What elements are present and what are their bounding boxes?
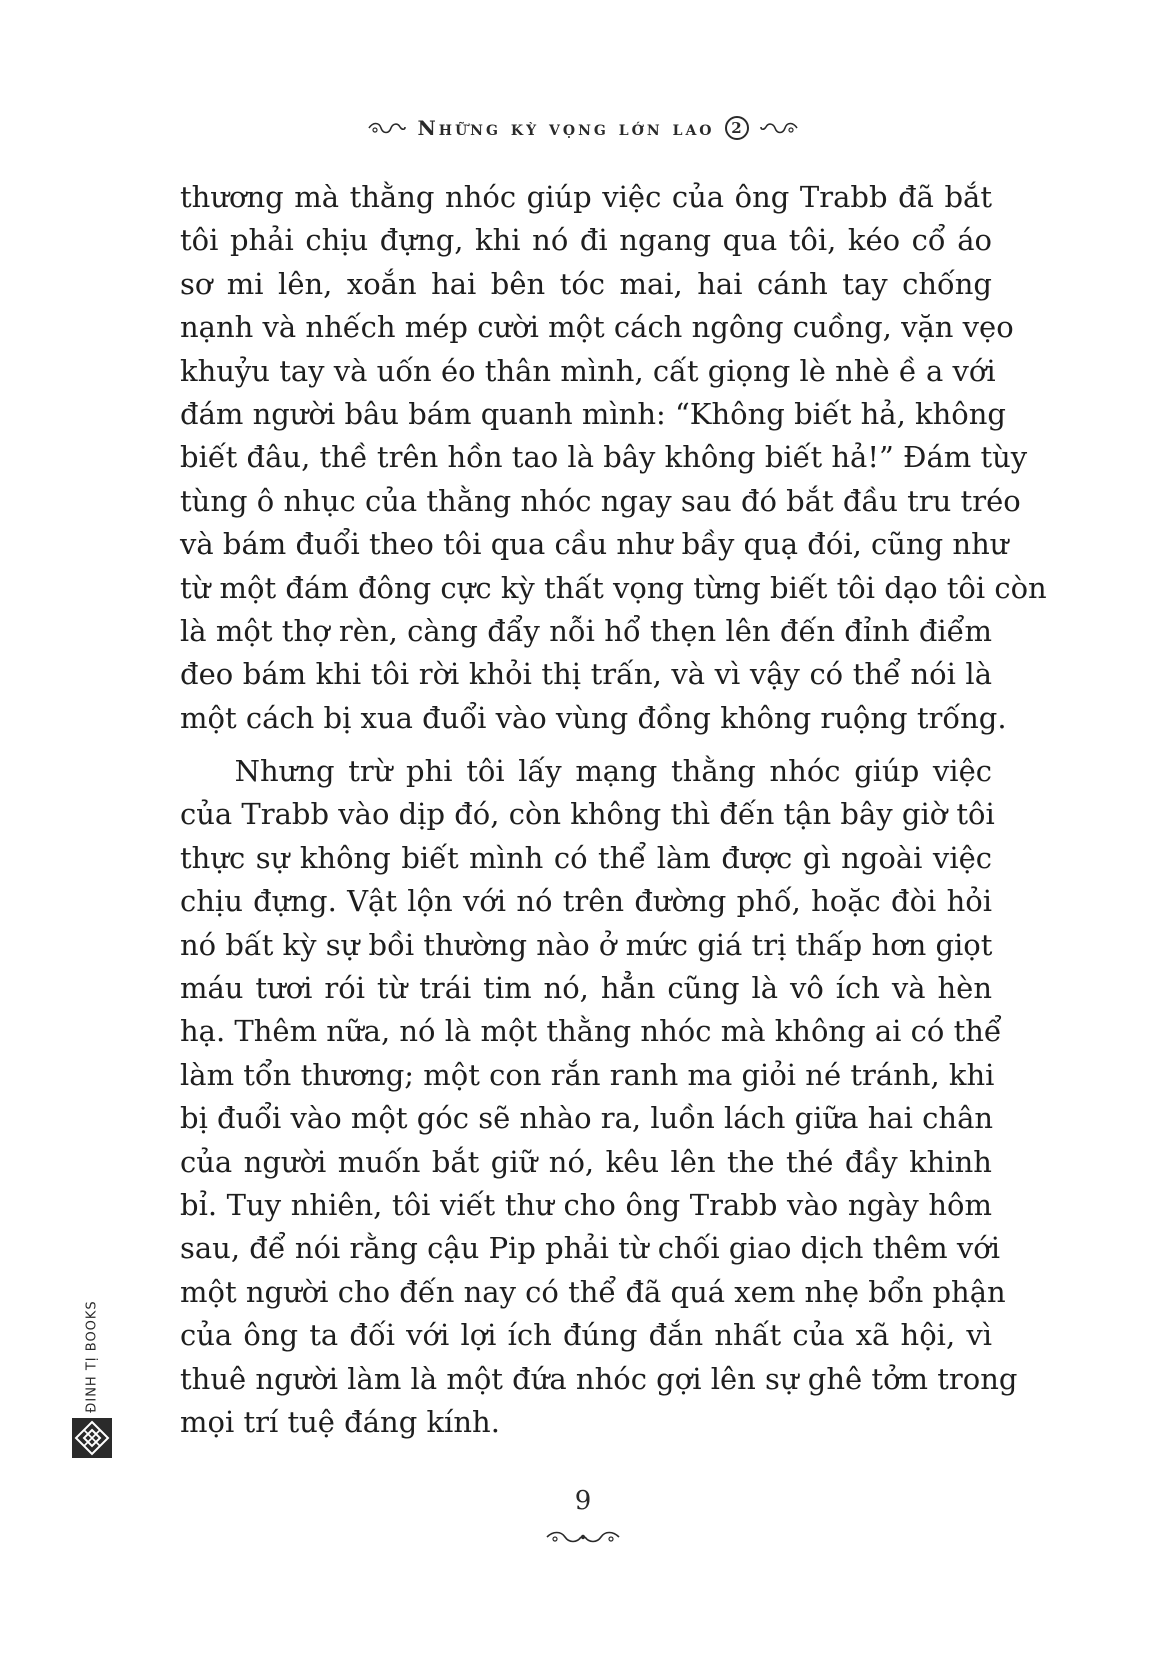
text-line: nạnh và nhếch mép cười một cách ngông cuồng, vặn vẹo [180,310,1014,345]
text-line: của Trabb vào dịp đó, còn không thì đến tận bây giờ tôi [180,797,995,832]
text-line: tùng ô nhục của thằng nhóc ngay sau đó bắt đầu tru tréo [180,483,1021,518]
text-line: khuỷu tay và uốn éo thân mình, cất giọng lè nhè ề a với [180,353,996,388]
text-line: bị đuổi vào một góc sẽ nhào ra, luồn lách giữa hai chân [180,1101,994,1136]
paragraph-spacer [180,740,992,750]
right-flourish-icon [759,120,799,136]
text-line: thuê người làm là một đứa nhóc gợi lên sự ghê tởm trong [180,1361,1018,1396]
text-line: biết đâu, thề trên hồn tao là bây không biết hả!” Đám tùy [180,440,1028,475]
text-line: thực sự không biết mình có thể làm được gì ngoài việc [180,840,992,875]
text-line: từ một đám đông cực kỳ thất vọng từng biết tôi dạo tôi còn [180,570,1047,605]
text-line: đeo bám khi tôi rời khỏi thị trấn, và vì vậy có thể nói là [180,657,992,692]
publisher-name-wrap [74,1300,110,1412]
text-line: hạ. Thêm nữa, nó là một thằng nhóc mà không ai có thể [180,1014,1002,1049]
text-line: đám người bâu bám quanh mình: “Không biết hả, không [180,396,1006,431]
text-line: và bám đuổi theo tôi qua cầu như bầy quạ đói, cũng như [180,527,1009,562]
text-line: mọi trí tuệ đáng kính. [180,1404,500,1439]
paragraph-2 [180,750,1018,1444]
text-line: chịu đựng. Vật lộn với nó trên đường phố, hoặc đòi hỏi [180,884,992,919]
text-line: là một thợ rèn, càng đẩy nỗi hổ thẹn lên đến đỉnh điểm [180,613,992,648]
body-text [180,176,1047,1444]
text-line: thương mà thằng nhóc giúp việc của ông Trabb đã bắt [180,180,992,214]
text-line: sau, để nói rằng cậu Pip phải từ chối giao dịch thêm với [180,1231,1000,1266]
text-line: tôi phải chịu đựng, khi nó đi ngang qua tôi, kéo cổ áo [180,223,992,258]
text-line: bỉ. Tuy nhiên, tôi viết thư cho ông Trabb vào ngày hôm [180,1187,992,1222]
text-line: làm tổn thương; một con rắn ranh ma giỏi né tránh, khi [180,1057,995,1092]
diamond-lattice-logo-icon [72,1418,112,1458]
left-flourish-icon [367,120,407,136]
footer-flourish-icon [543,1528,623,1546]
text-line: của người muốn bắt giữ nó, kêu lên the thé đầy khinh [180,1144,992,1179]
page-number: 9 [574,1486,592,1516]
text-line: nó bất kỳ sự bồi thường nào ở mức giá trị thấp hơn giọt [180,927,993,962]
text-line: một cách bị xua đuổi vào vùng đồng không ruộng trống. [180,700,1007,735]
text-line: sơ mi lên, xoắn hai bên tóc mai, hai cánh tay chống [180,266,992,301]
paragraph-1 [180,176,1047,740]
text-line: của ông ta đối với lợi ích đúng đắn nhất của xã hội, vì [180,1318,992,1353]
text-line: máu tươi rói từ trái tim nó, hẳn cũng là vô ích và hèn [180,971,992,1006]
text-line: Nhưng trừ phi tôi lấy mạng thằng nhóc giúp việc [180,754,992,789]
text-line: một người cho đến nay có thể đã quá xem nhẹ bổn phận [180,1274,1006,1309]
volume-number-badge: 2 [725,116,749,140]
running-header [0,116,1166,140]
header-title: Những kỳ vọng lớn lao [417,116,715,140]
publisher-mark [70,1300,114,1460]
publisher-name: ĐINH TỊ BOOKS [84,1299,100,1413]
